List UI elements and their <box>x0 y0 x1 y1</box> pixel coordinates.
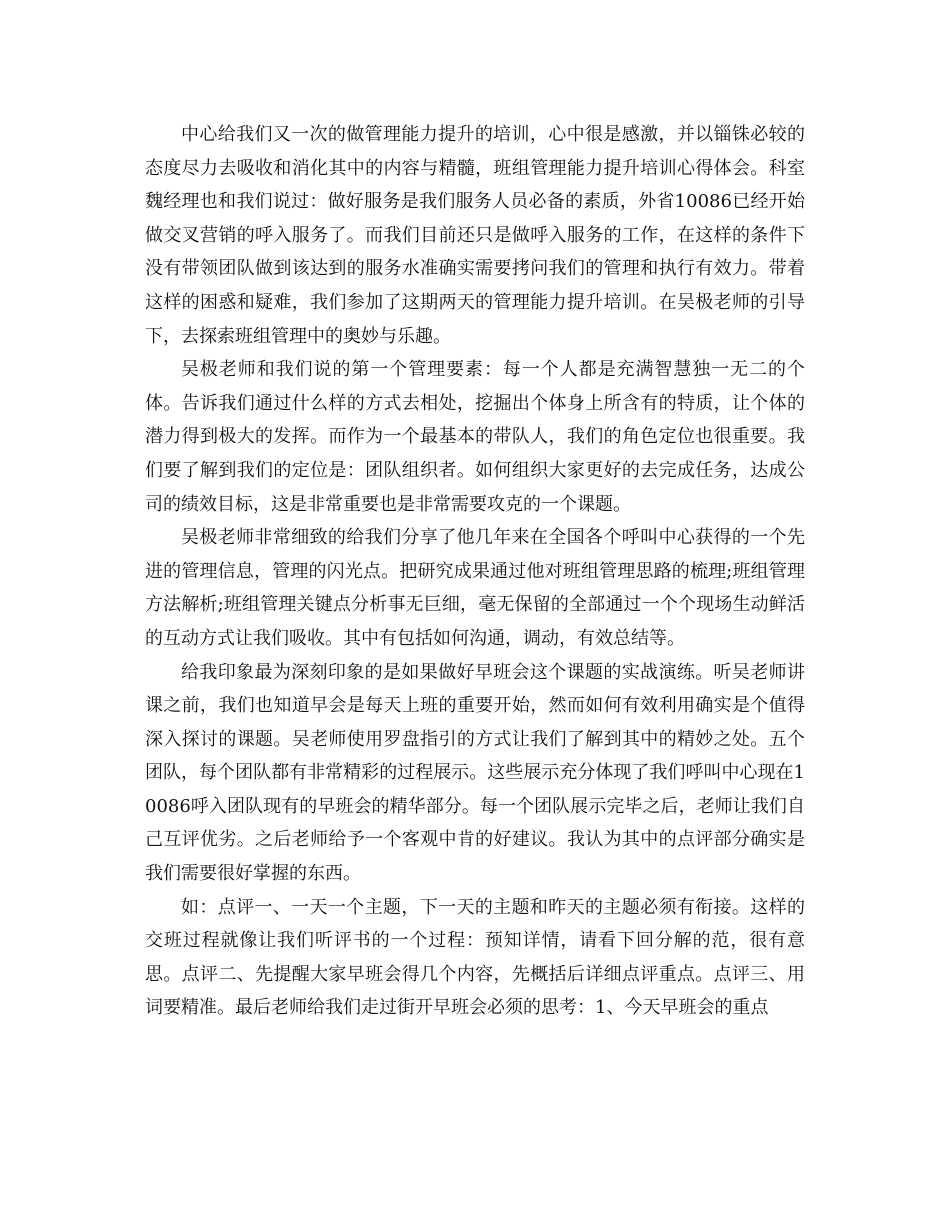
paragraph-1: 中心给我们又一次的做管理能力提升的培训，心中很是感激，并以锱铢必较的态度尽力去吸收和消化其中的内容与精髓，班组管理能力提升培训心得体会。科室魏经理也和我们说过：做好服务是我们服务人员必备的素质，外省10086已经开始做交叉营销的呼入服务了。而我们目前还只是做呼入服务的工作，在这样的条件下没有带领团队做到该达到的服务水准确实需要拷问我们的管理和执行有效力。带着这样的困惑和疑难，我们参加了这期两天的管理能力提升培训。在吴极老师的引导下，去探索班组管理中的奥妙与乐趣。 <box>145 124 805 347</box>
document-body <box>145 118 805 1025</box>
paragraph-5: 如：点评一、一天一个主题，下一天的主题和昨天的主题必须有衔接。这样的交班过程就像让我们听评书的一个过程：预知详情，请看下回分解的范，很有意思。点评二、先提醒大家早班会得几个内容，先概括后详细点评重点。点评三、用词要精准。最后老师给我们走过街开早班会必须的思考：1、今天早班会的重点 <box>145 896 805 1019</box>
paragraph-2: 吴极老师和我们说的第一个管理要素：每一个人都是充满智慧独一无二的个体。告诉我们通过什么样的方式去相处，挖掘出个体身上所含有的特质，让个体的潜力得到极大的发挥。而作为一个最基本的带队人，我们的角色定位也很重要。我们要了解到我们的定位是：团队组织者。如何组织大家更好的去完成任务，达成公司的绩效目标，这是非常重要也是非常需要攻克的一个课题。 <box>145 359 805 515</box>
paragraph-3: 吴极老师非常细致的给我们分享了他几年来在全国各个呼叫中心获得的一个先进的管理信息，管理的闪光点。把研究成果通过他对班组管理思路的梳理;班组管理方法解析;班组管理关键点分析事无巨细，毫无保留的全部通过一个个现场生动鲜活的互动方式让我们吸收。其中有包括如何沟通，调动，有效总结等。 <box>145 527 805 649</box>
paragraph-4: 给我印象最为深刻印象的是如果做好早班会这个课题的实战演练。听吴老师讲课之前，我们也知道早会是每天上班的重要开始，然而如何有效利用确实是个值得深入探讨的课题。吴老师使用罗盘指引的方式让我们了解到其中的精妙之处。五个团队，每个团队都有非常精彩的过程展示。这些展示充分体现了我们呼叫中心现在10086呼入团队现有的早班会的精华部分。每一个团队展示完毕之后，老师让我们自己互评优劣。之后老师给予一个客观中肯的好建议。我认为其中的点评部分确实是我们需要很好掌握的东西。 <box>145 661 805 885</box>
